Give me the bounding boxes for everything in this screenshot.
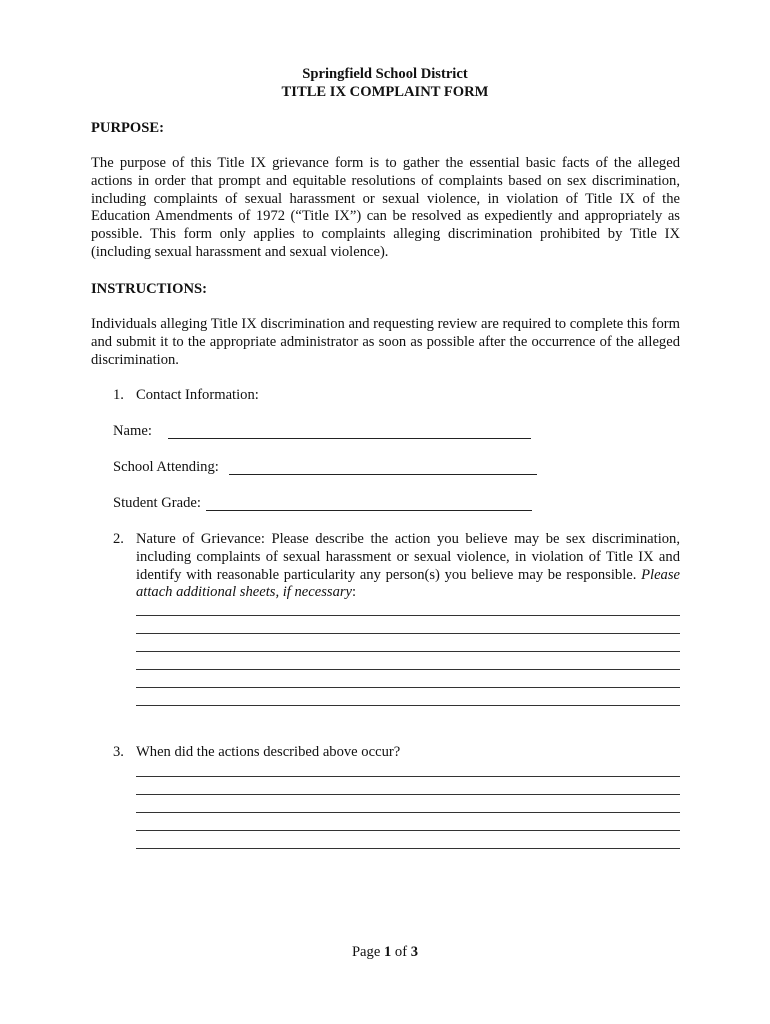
occurrence-line-2[interactable] — [136, 794, 680, 795]
name-field[interactable] — [168, 424, 531, 439]
purpose-body: The purpose of this Title IX grievance form is to gather the essential basic facts of the alleged actions in order that prompt and equitable resolutions of complaints based on sex discrimination, including complaints of sexual harassment or sexual violence, in violation of Title IX of the Education Amendments of 1972 (“Title IX”) can be resolved as expediently and appropriately as possible. This form only applies to complaints alleging discrimination prohibited by Title IX (including sexual harassment and sexual violence). — [91, 155, 680, 260]
occurrence-line-4[interactable] — [136, 830, 680, 831]
grievance-line-4[interactable] — [136, 669, 680, 670]
grievance-line-5[interactable] — [136, 687, 680, 688]
instructions-body: Individuals alleging Title IX discrimination and requesting review are required to complete this form and submit it to the appropriate administrator as soon as possible after the occurrence of the alleged discrimination. — [91, 316, 680, 368]
school-row — [113, 459, 219, 476]
section2-description: Nature of Grievance: Please describe the action you believe may be sex discrimination, including complaints of sexual harassment or sexual violence, in violation of Title IX and identify with reasonable particularity any person(s) you believe may be responsible. — [136, 531, 680, 583]
occurrence-line-3[interactable] — [136, 812, 680, 813]
of-word: of — [394, 944, 408, 960]
form-title: TITLE IX COMPLAINT FORM — [281, 84, 489, 100]
page-word: Page — [351, 944, 381, 960]
page-footer — [0, 944, 770, 961]
section2-text — [136, 531, 680, 602]
instructions-heading: INSTRUCTIONS: — [91, 281, 207, 297]
section1-number: 1. — [113, 387, 124, 403]
school-label: School Attending: — [113, 459, 219, 475]
grievance-line-1[interactable] — [136, 615, 680, 616]
section3-number: 3. — [113, 744, 124, 760]
section2-attach-note: Please attach additional sheets, if necessary — [136, 566, 681, 601]
section1-title: Contact Information: — [136, 387, 259, 403]
district-name: Springfield School District — [302, 66, 468, 82]
name-row — [113, 423, 152, 440]
grade-label: Student Grade: — [113, 495, 201, 511]
page-total: 3 — [410, 944, 419, 960]
purpose-heading: PURPOSE: — [91, 120, 164, 136]
grievance-line-2[interactable] — [136, 633, 680, 634]
school-field[interactable] — [229, 460, 537, 475]
name-label: Name: — [113, 423, 152, 439]
grade-field[interactable] — [206, 496, 532, 511]
section3-text: When did the actions described above occur? — [136, 744, 401, 760]
page-number: 1 — [383, 944, 392, 960]
occurrence-line-5[interactable] — [136, 848, 680, 849]
occurrence-line-1[interactable] — [136, 776, 680, 777]
section2-colon: : — [352, 584, 357, 601]
grade-row — [113, 495, 201, 512]
section2-number: 2. — [113, 531, 124, 547]
grievance-line-6[interactable] — [136, 705, 680, 706]
grievance-line-3[interactable] — [136, 651, 680, 652]
